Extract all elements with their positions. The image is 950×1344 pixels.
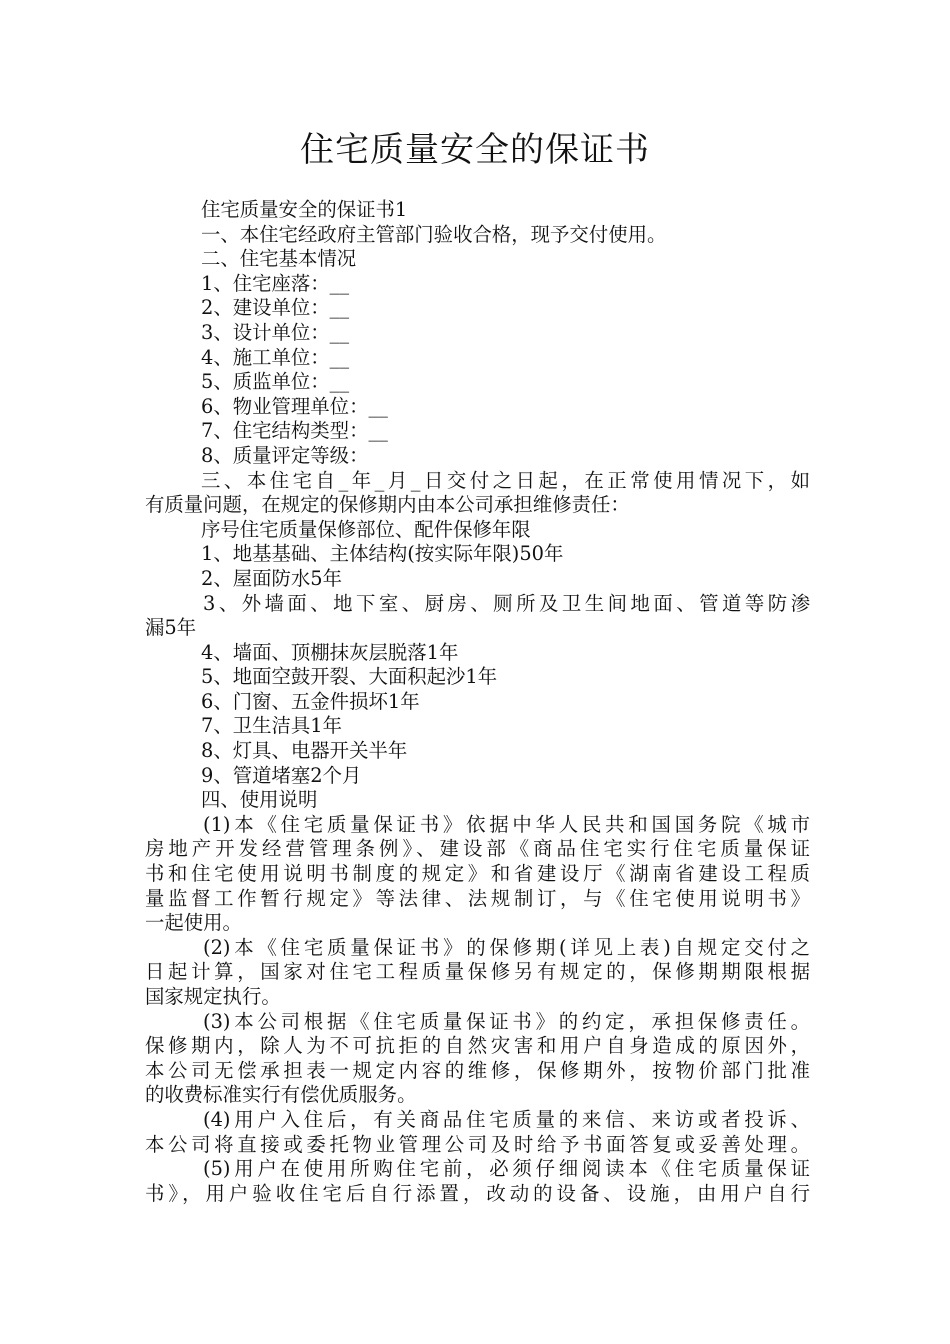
text-line: 书和住宅使用说明书制度的规定》和省建设厅《湖南省建设工程质 bbox=[145, 862, 810, 886]
text-line: 量监督工作暂行规定》等法律、法规制订，与《住宅使用说明书》 bbox=[145, 886, 810, 910]
text-line: 书》，用户验收住宅后自行添置，改动的设备、设施，由用户自行 bbox=[145, 1181, 810, 1205]
text-line: 序号住宅质量保修部位、配件保修年限 bbox=[201, 517, 531, 541]
text-line: 8、灯具、电器开关半年 bbox=[201, 739, 408, 763]
text-line: 4、施工单位：__ bbox=[201, 345, 350, 369]
text-line: 6、门窗、五金件损坏1年 bbox=[201, 689, 420, 713]
text-line: 本公司无偿承担表一规定内容的维修，保修期外，按物价部门批准 bbox=[145, 1058, 810, 1082]
text-line: 8、质量评定等级： bbox=[201, 443, 369, 467]
text-line: 5、地面空鼓开裂、大面积起沙1年 bbox=[201, 665, 498, 689]
text-line: 有质量问题，在规定的保修期内由本公司承担维修责任： bbox=[145, 493, 630, 517]
text-line: 日起计算，国家对住宅工程质量保修另有规定的，保修期期限根据 bbox=[145, 960, 810, 984]
text-line: (2)本《住宅质量保证书》的保修期(详见上表)自规定交付之 bbox=[203, 935, 810, 959]
text-line: 5、质监单位：__ bbox=[201, 370, 350, 394]
text-line: 3、设计单位：__ bbox=[201, 320, 350, 344]
text-line: 一、本住宅经政府主管部门验收合格，现予交付使用。 bbox=[201, 222, 667, 246]
text-line: 一起使用。 bbox=[145, 911, 242, 935]
text-line: (4)用户入住后，有关商品住宅质量的来信、来访或者投诉、 bbox=[203, 1107, 810, 1131]
text-line: 二、住宅基本情况 bbox=[201, 247, 357, 271]
text-line: 4、墙面、顶棚抹灰层脱落1年 bbox=[201, 640, 459, 664]
text-line: 保修期内，除人为不可抗拒的自然灾害和用户自身造成的原因外， bbox=[145, 1034, 810, 1058]
text-line: 本公司将直接或委托物业管理公司及时给予书面答复或妥善处理。 bbox=[145, 1132, 810, 1156]
text-line: 1、住宅座落：__ bbox=[201, 271, 350, 295]
text-line: (5)用户在使用所购住宅前，必须仔细阅读本《住宅质量保证 bbox=[203, 1157, 810, 1181]
text-line: 房地产开发经营管理条例》、建设部《商品住宅实行住宅质量保证 bbox=[145, 837, 810, 861]
text-line: 7、卫生洁具1年 bbox=[201, 714, 343, 738]
text-line: 1、地基基础、主体结构(按实际年限)50年 bbox=[201, 542, 564, 566]
text-line: 三、本住宅自_年_月_日交付之日起，在正常使用情况下，如 bbox=[201, 468, 810, 492]
text-line: 7、住宅结构类型：__ bbox=[201, 419, 388, 443]
text-line: (3)本公司根据《住宅质量保证书》的约定，承担保修责任。 bbox=[203, 1009, 810, 1033]
text-line: 四、使用说明 bbox=[201, 788, 318, 812]
text-line: 的收费标准实行有偿优质服务。 bbox=[145, 1083, 417, 1107]
text-line: 漏5年 bbox=[145, 616, 197, 640]
text-line: 2、建设单位：__ bbox=[201, 296, 350, 320]
text-line: 国家规定执行。 bbox=[145, 985, 281, 1008]
text-line: 2、屋面防水5年 bbox=[201, 566, 343, 590]
document-body bbox=[145, 198, 810, 1206]
text-line: (1)本《住宅质量保证书》依据中华人民共和国国务院《城市 bbox=[203, 812, 810, 836]
text-line: 住宅质量安全的保证书1 bbox=[201, 198, 408, 221]
document-title: 住宅质量安全的保证书 bbox=[300, 130, 650, 170]
text-line: 6、物业管理单位：__ bbox=[201, 394, 388, 418]
text-line: 9、管道堵塞2个月 bbox=[201, 763, 362, 787]
text-line: 3、外墙面、地下室、厨房、厕所及卫生间地面、管道等防渗 bbox=[203, 591, 810, 615]
